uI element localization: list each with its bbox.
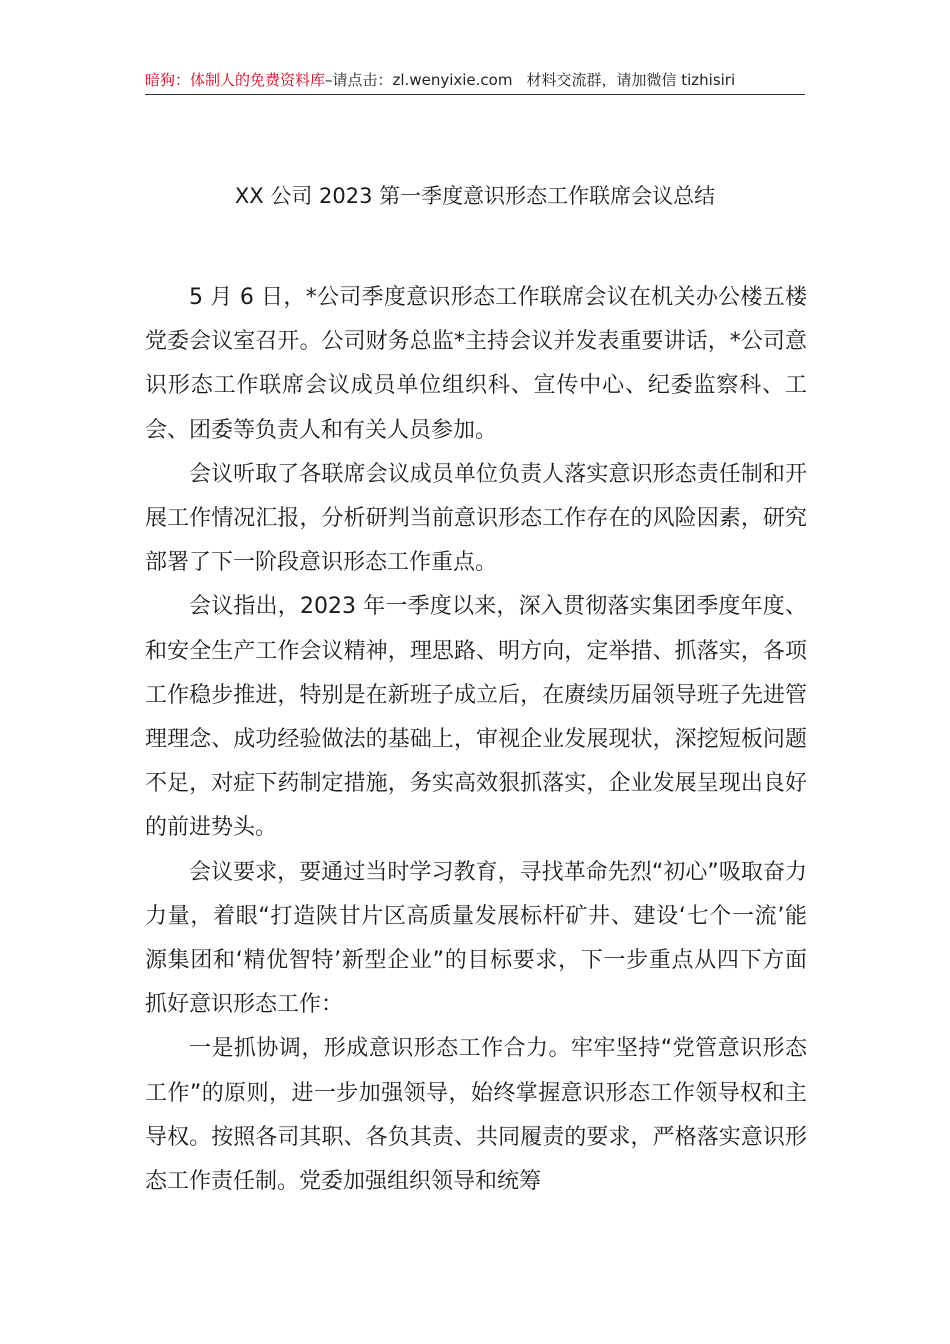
paragraph: 一是抓协调，形成意识形态工作合力。牢牢坚持“党管意识形态工作”的原则，进一步加强领导，始终掌握意识形态工作领导权和主导权。按照各司其职、各负其责、共同履责的要求，严格落实意识形态工作责任制。党委加强组织领导和统筹 (145, 1036, 807, 1195)
header-click-link[interactable]: –请点击：zl.wenyixie.com (325, 71, 513, 89)
paragraph: 会议听取了各联席会议成员单位负责人落实意识形态责任制和开展工作情况汇报，分析研判当前意识形态工作存在的风险因素，研究部署了下一阶段意识形态工作重点。 (145, 461, 807, 576)
header-contact: 材料交流群，请加微信 tizhisiri (526, 71, 736, 89)
header-site-name: 暗狗：体制人的免费资料库 (145, 71, 326, 89)
paragraph: 会议指出，2023 年一季度以来，深入贯彻落实集团季度年度、和安全生产工作会议精神，理思路、明方向，定举措、抓落实，各项工作稳步推进，特别是在新班子成立后，在赓续历届领导班子先进管理理念、成功经验做法的基础上，审视企业发展现状，深挖短板问题不足，对症下药制定措施，务实高效狠抓落实，企业发展呈现出良好的前进势头。 (145, 594, 807, 841)
document-body (145, 276, 807, 1204)
paragraph: 5 月 6 日，*公司季度意识形态工作联席会议在机关办公楼五楼党委会议室召开。公司财务总监*主持会议并发表重要讲话，*公司意识形态工作联席会议成员单位组织科、宣传中心、纪委监察科、工会、团委等负责人和有关人员参加。 (145, 285, 807, 443)
paragraph: 会议要求，要通过当时学习教育，寻找革命先烈“初心”吸取奋力力量，着眼“打造陕甘片区高质量发展标杆矿井、建设‘七个一流’能源集团和‘精优智特’新型企业”的目标要求，下一步重点从四下方面抓好意识形态工作： (145, 859, 807, 1018)
page-header (145, 70, 805, 95)
document-title: XX 公司 2023 第一季度意识形态工作联席会议总结 (234, 184, 716, 208)
